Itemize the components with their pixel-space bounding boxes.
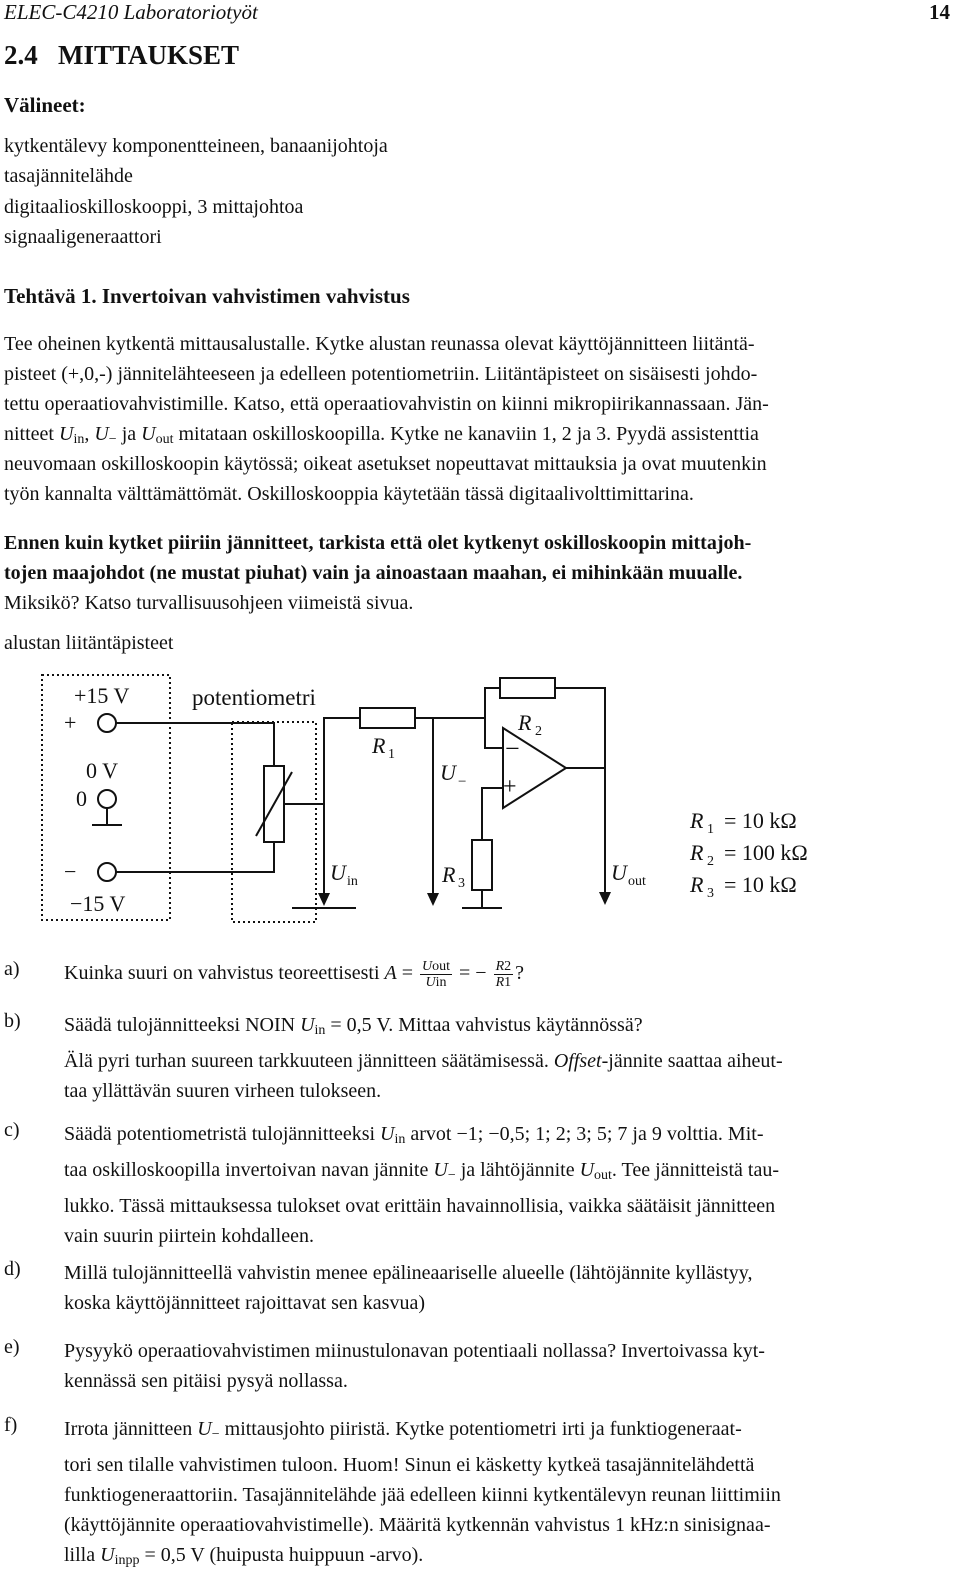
- value-r1: R: [690, 808, 704, 833]
- svg-text:2: 2: [707, 854, 714, 869]
- label-minus: −: [64, 859, 77, 884]
- question-d: d) Millä tulojännitteellä vahvistin menee epälineaariselle alueelle (lähtöjännite kyllästyy, koska käyttöjännitteet rajoittavat sen kasvua): [4, 1258, 753, 1314]
- label-uout: U: [611, 860, 627, 885]
- wire-minus: [116, 842, 274, 872]
- opamp-plus-sign: +: [503, 774, 517, 800]
- page-number: 14: [929, 0, 950, 24]
- svg-text:1: 1: [388, 747, 395, 762]
- label-zero: 0: [76, 786, 87, 811]
- wire-plus: [116, 723, 274, 766]
- question-e: e) Pysyykö operaatiovahvistimen miinustulonavan potentiaali nollassa? Invertoivassa kyt- kennässä sen pitäisi pysyä nollassa.: [4, 1336, 765, 1392]
- probe-arrow: [599, 892, 611, 905]
- label-uminus: U: [440, 760, 456, 785]
- paragraph-line: neuvomaan oskilloskoopin käytössä; oikeat asetukset nopeuttavat mittauksia ja ovat muutenkin: [4, 453, 767, 475]
- equipment-item: digitaalioskilloskooppi, 3 mittajohtoa: [4, 196, 304, 218]
- value-r3: R: [690, 872, 704, 897]
- wire-output: [566, 768, 605, 892]
- svg-text:−: −: [458, 774, 467, 790]
- label-0v: 0 V: [86, 758, 118, 783]
- label-plus15: +15 V: [74, 683, 130, 708]
- label-r3: R: [442, 862, 456, 887]
- terminal-zero: [98, 790, 116, 808]
- diagram-caption: alustan liitäntäpisteet: [4, 632, 174, 654]
- question-a: a) Kuinka suuri on vahvistus teoreettisesti A = $\frac{\text{Uout}}{\text{Uin}}$ = − $\frac{R2}{R1}$ ?: [4, 958, 525, 990]
- wire-feedback-right: [555, 688, 605, 768]
- wire-noninverting-input: [482, 788, 503, 840]
- opamp-minus-sign: −: [505, 734, 520, 763]
- running-header-course: ELEC-C4210 Laboratoriotyöt: [4, 0, 258, 24]
- svg-text:3: 3: [458, 876, 465, 891]
- probe-arrow: [318, 893, 330, 906]
- terminal-plus: [98, 714, 116, 732]
- supply-terminal-box: [42, 675, 170, 920]
- wire-feedback-left: [485, 688, 500, 718]
- value-r2: R: [690, 840, 704, 865]
- paragraph-line: työn kannalta välttämättömät. Oskilloskooppia käytetään tässä digitaalivolttimittarina.: [4, 483, 694, 505]
- svg-text:3: 3: [707, 886, 714, 901]
- question-b: b) Säädä tulojännitteeksi NOIN $U_{in} = 0,5$ V. Mittaa vahvistus käytännössä? Älä pyri turhan suureen tarkkuuteen jännitteen säätämisessä. Offset-jännite saattaa aiheut- taa yllättävän suuren virheen tulokseen.: [4, 1010, 783, 1102]
- label-minus15: −15 V: [70, 891, 126, 916]
- svg-text:in: in: [347, 874, 358, 889]
- circuit-diagram: [0, 660, 960, 940]
- resistor-r1: [360, 708, 415, 728]
- warning-line: tojen maajohdot (ne mustat piuhat) vain ja ainoastaan maahan, ei mihinkään muualle.: [4, 562, 743, 584]
- question-f: f) Irrota jännitteen $U_-$ mittausjohto piiristä. Kytke potentiometri irti ja funktiogeneraat- tori sen tilalle vahvistimen tuloon. Huom! Sinun ei käsketty kytkeä tasajännitelähdettä funktiogeneraattoriin. Tasajännitelähde jää edelleen kiinni kytkentälevyn reunan liittimiin (käyttöjännite operaatiovahvistimelle). Määritä kytkennän vahvistus 1 kHz:n sinisignaa- lilla $U_{inpp} = 0,5$ V (huipusta huippuun -arvo).: [4, 1414, 781, 1568]
- label-potentiometer: potentiometri: [192, 685, 316, 710]
- label-r1: R: [372, 733, 386, 758]
- svg-text:= 10 kΩ: = 10 kΩ: [724, 872, 797, 897]
- svg-text:= 10 kΩ: = 10 kΩ: [724, 808, 797, 833]
- svg-text:2: 2: [535, 724, 542, 739]
- paragraph-line: tettu operaatiovahvistimille. Katso, että operaatiovahvistin on kiinni mikropiirikannassaan. Jän-: [4, 393, 769, 415]
- wire-uin: [284, 718, 360, 804]
- label-r2: R: [518, 710, 532, 735]
- svg-text:= 100 kΩ: = 100 kΩ: [724, 840, 808, 865]
- resistor-r2: [500, 678, 555, 698]
- label-plus: +: [64, 710, 77, 735]
- paragraph-line: Tee oheinen kytkentä mittausalustalle. Kytke alustan reunassa olevat käyttöjännitteen liitäntä-: [4, 333, 755, 355]
- section-title: 2.4 MITTAUKSET: [4, 40, 240, 70]
- equipment-item: signaaligeneraattori: [4, 226, 162, 248]
- equipment-item: tasajännitelähde: [4, 165, 133, 187]
- paragraph-line: pisteet (+,0,-) jännitelähteeseen ja edelleen potentiometriin. Liitäntäpisteet on sisäisesti johdo-: [4, 363, 758, 385]
- warning-line: Ennen kuin kytket piiriin jännitteet, tarkista että olet kytkenyt oskilloskoopin mittajoh-: [4, 532, 752, 554]
- equipment-heading: Välineet:: [4, 93, 86, 117]
- resistor-r3: [472, 840, 492, 890]
- paragraph-line: nitteet $U_{in}$, $U_-$ ja $U_{out}$ mitataan oskilloskoopilla. Kytke ne kanaviin 1, 2 ja 3. Pyydä assistenttia: [4, 423, 759, 447]
- miksi-line: Miksikö? Katso turvallisuusohjeen viimeistä sivua.: [4, 592, 414, 614]
- question-c: c) Säädä potentiometristä tulojännitteeksi $U_{in}$ arvot −1; −0,5; 1; 2; 3; 5; 7 ja 9 volttia. Mit- taa oskilloskoopilla invertoivan navan jännite $U_-$ ja lähtöjännite $U_{out}$. Tee jännitteistä tau- lukko. Tässä mittauksessa tulokset ovat erittäin havainnollisia, vaikka säätäisit jännitteen vain suurin piirtein kohdalleen.: [4, 1119, 779, 1247]
- svg-text:1: 1: [707, 822, 714, 837]
- equipment-item: kytkentälevy komponentteineen, banaanijohtoja: [4, 135, 388, 157]
- task-title: Tehtävä 1. Invertoivan vahvistimen vahvistus: [4, 284, 410, 308]
- wire-inverting-input: [485, 718, 503, 748]
- svg-text:out: out: [628, 874, 646, 889]
- label-uin: U: [330, 860, 346, 885]
- probe-arrow: [427, 893, 439, 906]
- terminal-minus: [98, 863, 116, 881]
